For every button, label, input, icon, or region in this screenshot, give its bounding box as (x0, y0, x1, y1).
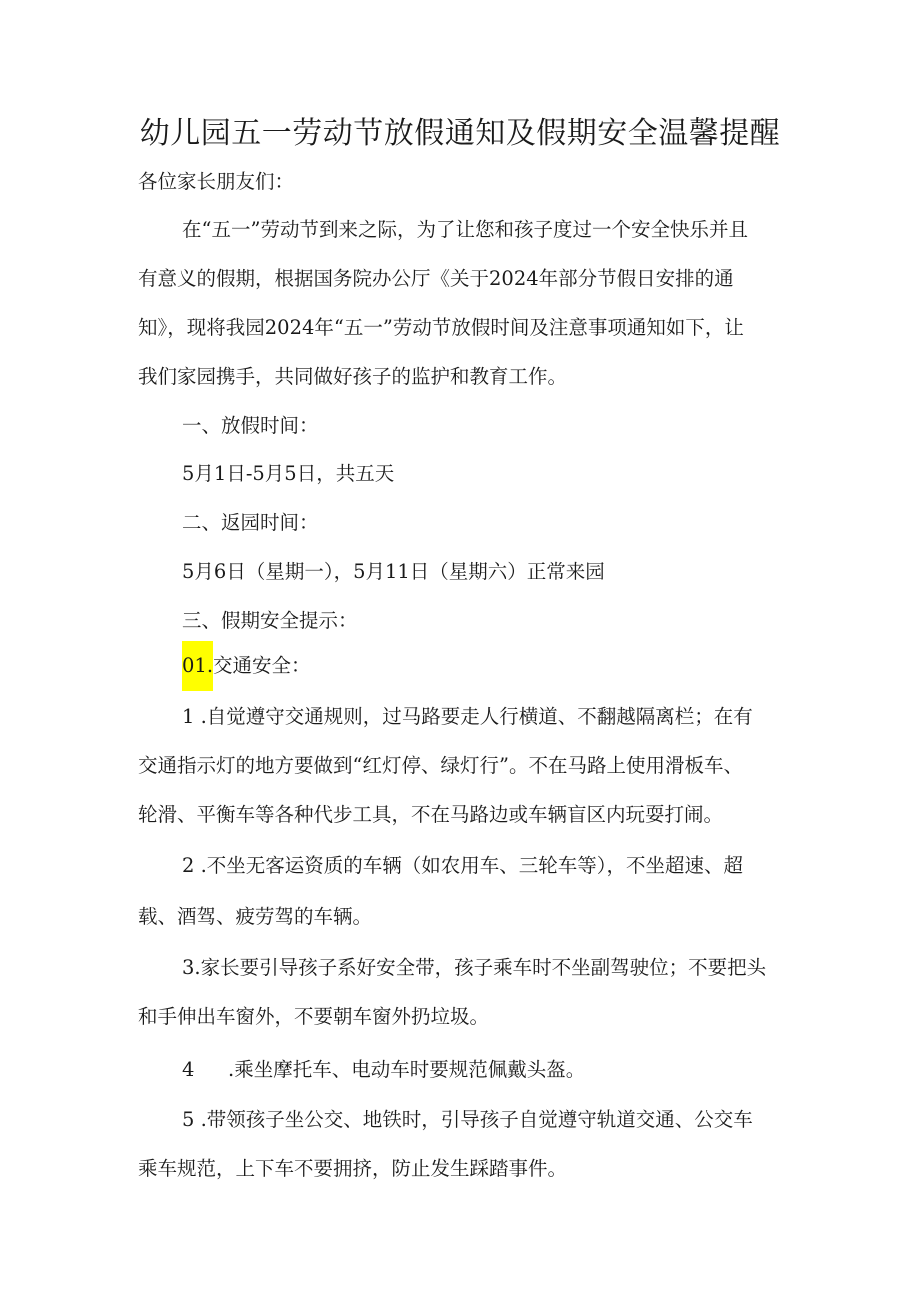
highlighted-number: 01. (182, 641, 213, 691)
item-4-number: 4 (182, 1058, 195, 1081)
item-2-line-2: 载、酒驾、疲劳驾的车辆。 (138, 905, 373, 928)
intro-line-2: 有意义的假期，根据国务院办公厅《关于2024年部分节假日安排的通 (138, 267, 734, 290)
traffic-heading (182, 651, 311, 681)
item-5-line-1: 5 .带领孩子坐公交、地铁时，引导孩子自觉遵守轨道交通、公交车 (182, 1108, 753, 1131)
item-5-line-2: 乘车规范，上下车不要拥挤，防止发生踩踏事件。 (138, 1157, 568, 1180)
document-title: 幼儿园五一劳动节放假通知及假期安全温馨提醒 (139, 116, 781, 151)
holiday-value: 5月1日-5月5日，共五天 (182, 462, 395, 485)
return-heading: 二、返园时间： (182, 511, 319, 534)
item-1-line-1: 1 .自觉遵守交通规则，过马路要走人行横道、不翻越隔离栏；在有 (182, 705, 753, 728)
return-value: 5月6日（星期一），5月11日（星期六）正常来园 (182, 560, 605, 583)
item-4-text: .乘坐摩托车、电动车时要规范佩戴头盔。 (228, 1058, 586, 1081)
intro-line-1: 在“五一”劳动节到来之际，为了让您和孩子度过一个安全快乐并且 (182, 218, 748, 241)
item-1-line-3: 轮滑、平衡车等各种代步工具，不在马路边或车辆盲区内玩耍打闹。 (138, 803, 724, 826)
intro-line-4: 我们家园携手，共同做好孩子的监护和教育工作。 (138, 365, 568, 388)
item-3-line-1: 3.家长要引导孩子系好安全带，孩子乘车时不坐副驾驶位；不要把头 (182, 956, 767, 979)
item-1-line-2: 交通指示灯的地方要做到“红灯停、绿灯行”。不在马路上使用滑板车、 (138, 754, 743, 777)
traffic-heading-text: 交通安全： (213, 654, 311, 677)
item-2-line-1: 2 .不坐无客运资质的车辆（如农用车、三轮车等），不坐超速、超 (182, 854, 744, 877)
safety-heading: 三、假期安全提示： (182, 609, 358, 632)
intro-line-3: 知》，现将我园2024年“五一”劳动节放假时间及注意事项通知如下，让 (138, 316, 744, 339)
item-3-line-2: 和手伸出车窗外，不要朝车窗外扔垃圾。 (138, 1005, 490, 1028)
salutation: 各位家长朋友们： (138, 170, 295, 193)
holiday-heading: 一、放假时间： (182, 414, 319, 437)
